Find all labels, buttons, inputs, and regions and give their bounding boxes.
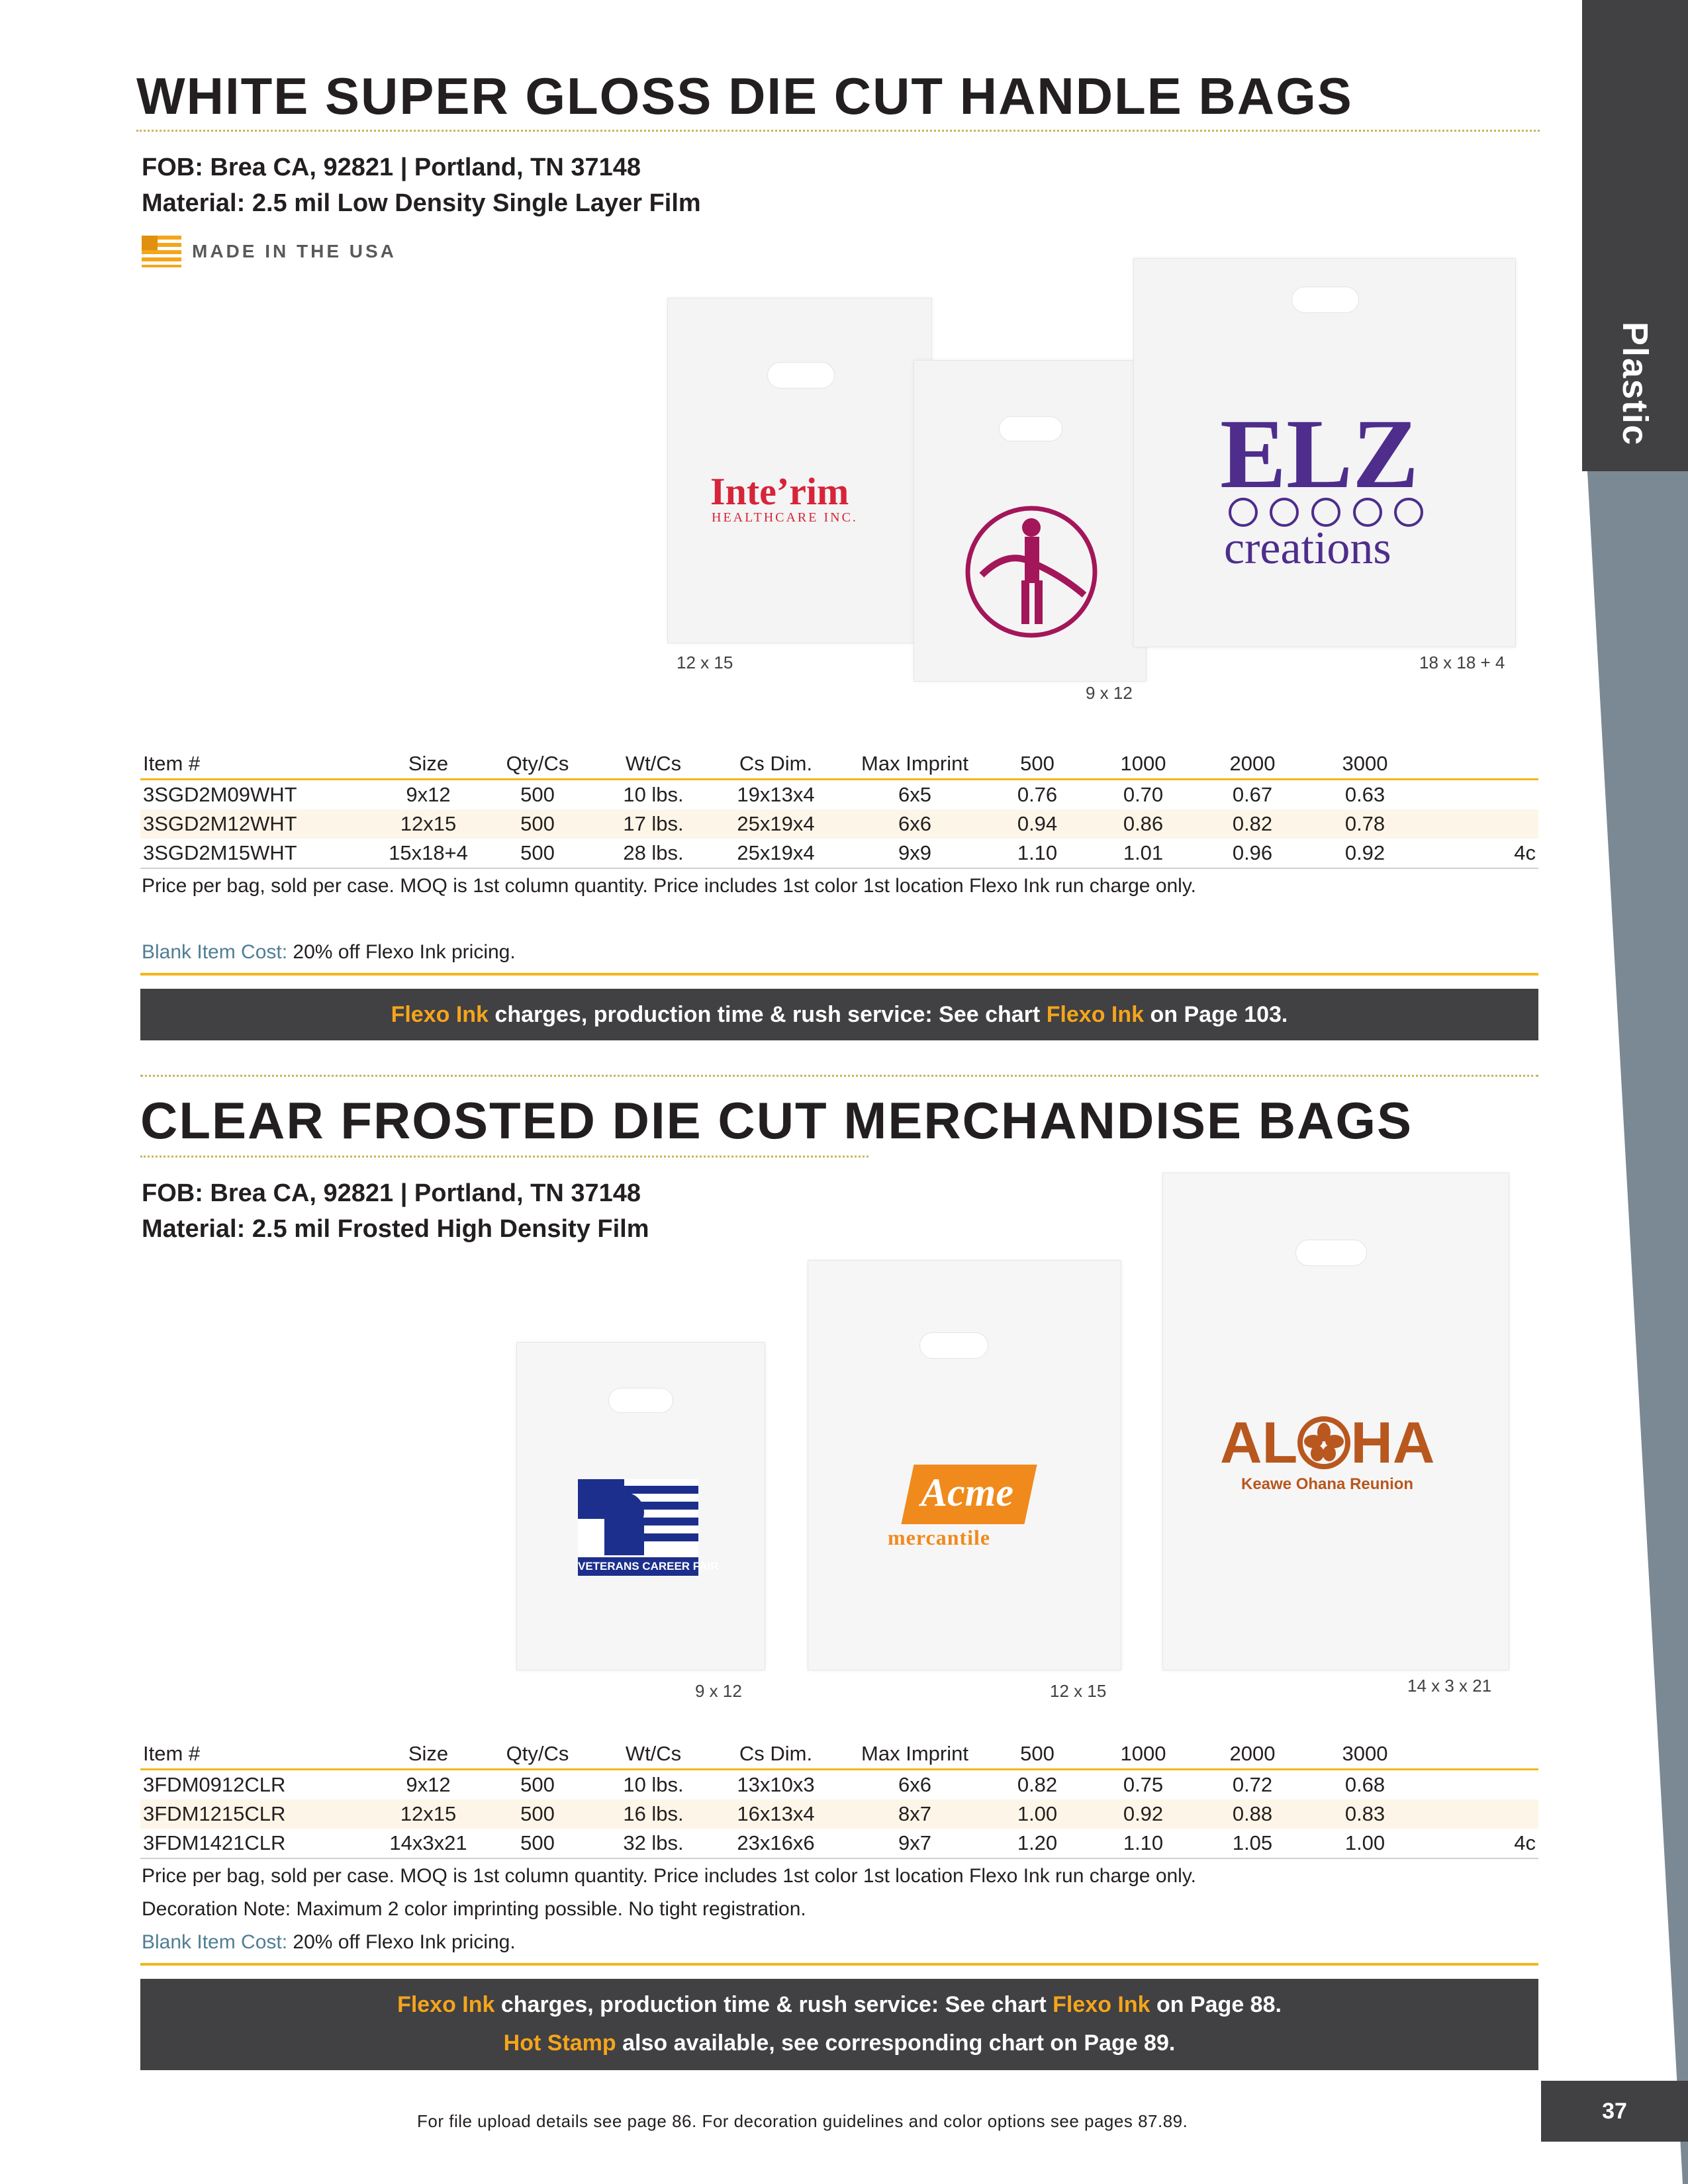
section1-rule (140, 973, 1538, 976)
section1-price-note: Price per bag, sold per case. MOQ is 1st column quantity. Price includes 1st color 1st location Flexo Ink run charge only. (142, 875, 1196, 897)
bag-image-frost-14x3x21 (1162, 1173, 1509, 1670)
side-tab-grey-band (1582, 471, 1688, 2184)
table-row: 3SGD2M15WHT 15x18+4 500 28 lbs. 25x19x4 9x9 1.10 1.01 0.96 0.92 4c (140, 839, 1538, 868)
section1-material: Material: 2.5 mil Low Density Single Layer Film (142, 189, 701, 217)
section1-title: WHITE SUPER GLOSS DIE CUT HANDLE BAGS (136, 67, 1353, 125)
section1-fob: FOB: Brea CA, 92821 | Portland, TN 37148 (142, 154, 641, 181)
section1-flexo-banner: Flexo Ink charges, production time & rush service: See chart Flexo Ink on Page 103. (140, 989, 1538, 1040)
bag-image-frost-9x12 (516, 1342, 765, 1670)
section2-material: Material: 2.5 mil Frosted High Density Film (142, 1215, 649, 1243)
elz-logo: ELZ (1220, 399, 1419, 509)
bag-image-frost-12x15 (808, 1260, 1121, 1670)
acme-logo-sub: mercantile (888, 1525, 991, 1549)
side-tab-label: Plastic (1615, 321, 1655, 447)
section1-blank-cost: Blank Item Cost: 20% off Flexo Ink pricing. (142, 941, 516, 963)
section2-rule (140, 1963, 1538, 1966)
section2-price-table (140, 1739, 1538, 1859)
footer-note: For file upload details see page 86. For decoration guidelines and color options see pages 87.89. (417, 2111, 1188, 2131)
table-row: 3SGD2M09WHT 9x12 500 10 lbs. 19x13x4 6x5 0.76 0.70 0.67 0.63 (143, 783, 1385, 806)
section2-decoration-note: Decoration Note: Maximum 2 color imprinting possible. No tight registration. (142, 1898, 806, 1920)
table-header-row: Item # Size Qty/Cs Wt/Cs Cs Dim. Max Imprint 500 1000 2000 3000 (140, 1739, 1538, 1770)
page-number: 37 (1541, 2081, 1688, 2142)
caption-frost-14x3x21: 14 x 3 x 21 (1407, 1676, 1492, 1696)
table-header-row: Item # Size Qty/Cs Wt/Cs Cs Dim. Max Imprint 500 1000 2000 3000 (140, 749, 1538, 780)
caption-frost-12x15: 12 x 15 (1050, 1681, 1107, 1701)
section2-fob: FOB: Brea CA, 92821 | Portland, TN 37148 (142, 1179, 641, 1207)
caption-18x18: 18 x 18 + 4 (1419, 653, 1505, 672)
caption-frost-9x12: 9 x 12 (695, 1681, 742, 1701)
bag-image-12x15 (667, 298, 932, 643)
veterans-logo: VETERANS CAREER FAIR (578, 1473, 698, 1585)
section2-title-rule (140, 1156, 868, 1158)
usa-flag-icon (142, 236, 181, 267)
section1-title-rule (136, 130, 1540, 132)
figure-circle-logo (962, 502, 1101, 641)
section2-flexo-banner: Flexo Ink charges, production time & rush service: See chart Flexo Ink on Page 88. Hot Stamp also available, see corresponding chart on Page 89. (140, 1979, 1538, 2070)
caption-9x12: 9 x 12 (1086, 683, 1133, 703)
caption-12x15: 12 x 15 (677, 653, 733, 672)
section2-price-note: Price per bag, sold per case. MOQ is 1st column quantity. Price includes 1st color 1st location Flexo Ink run charge only. (142, 1865, 1196, 1887)
section-divider (140, 1075, 1538, 1077)
bag-image-18x18 (1133, 258, 1516, 647)
bag-image-9x12 (914, 360, 1147, 682)
aloha-logo: AL HA (1220, 1410, 1435, 1475)
aloha-logo-sub: Keawe Ohana Reunion (1241, 1475, 1414, 1493)
table-row: 3SGD2M12WHT 12x15 500 17 lbs. 25x19x4 6x6 0.94 0.86 0.82 0.78 (140, 809, 1538, 839)
made-in-usa-label: MADE IN THE USA (192, 241, 397, 261)
hibiscus-icon (1297, 1416, 1350, 1469)
table-row: 3FDM1421CLR 14x3x21 500 32 lbs. 23x16x6 9x7 1.20 1.10 1.05 1.00 4c (140, 1829, 1538, 1858)
section2-title: CLEAR FROSTED DIE CUT MERCHANDISE BAGS (140, 1091, 1413, 1150)
table-row: 3FDM1215CLR 12x15 500 16 lbs. 16x13x4 8x7 1.00 0.92 0.88 0.83 (140, 1799, 1538, 1829)
interim-logo: Inte’rim (710, 470, 849, 513)
section1-price-table (140, 749, 1538, 869)
acme-logo: Acme (921, 1471, 1013, 1514)
elz-logo-sub: creations (1224, 523, 1391, 574)
interim-logo-sub: HEALTHCARE INC. (712, 510, 858, 525)
section2-blank-cost: Blank Item Cost: 20% off Flexo Ink pricing. (142, 1931, 516, 1953)
table-row: 3FDM0912CLR 9x12 500 10 lbs. 13x10x3 6x6 0.82 0.75 0.72 0.68 (143, 1773, 1385, 1796)
